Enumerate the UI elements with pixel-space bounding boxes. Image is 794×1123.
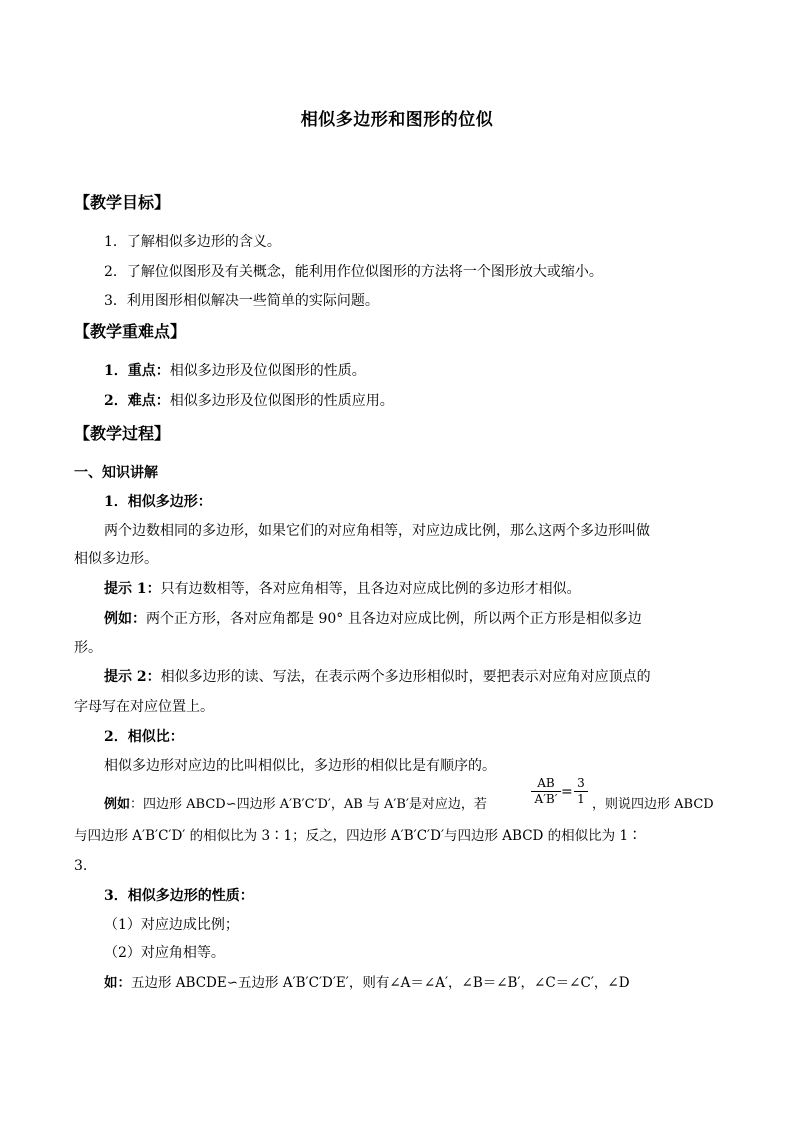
fraction-ab	[531, 776, 561, 807]
section-heading-keypoints: 【教学重难点】	[74, 322, 187, 341]
tip-2	[104, 667, 651, 687]
fraction-ratio-denominator: 1	[577, 792, 585, 806]
example-2-label: 例如	[104, 797, 131, 812]
example-2-line-3: 3.	[74, 858, 88, 874]
keypoint-label: 1．重点：	[104, 363, 170, 379]
example-2-line-2: 与四边形 A′B′C′D′ 的相似比为 3∶1；反之，四边形 A′B′C′D′与四边形 ABCD 的相似比为 1∶	[74, 828, 642, 844]
tip-2-label: 提示 2：	[104, 669, 161, 685]
example-2-line-1b: ，则说四边形 ABCD	[592, 797, 714, 812]
section-heading-goals: 【教学目标】	[74, 193, 171, 212]
fraction-numerator: AB	[531, 776, 561, 792]
keypoint-item	[104, 361, 366, 381]
example-3-label: 如：	[104, 975, 131, 991]
subheading-similarity-ratio: 2．相似比：	[104, 729, 184, 745]
equals-sign: =	[561, 784, 573, 800]
section-heading-process: 【教学过程】	[74, 424, 171, 443]
definition-line-1: 两个边数相同的多边形，如果它们的对应角相等，对应边成比例，那么这两个多边形叫做	[104, 523, 650, 539]
example-2-line-1a	[104, 795, 487, 815]
property-2: （2）对应角相等。	[104, 945, 225, 961]
fraction-denominator: A′B′	[534, 792, 558, 806]
goal-item-3: 3．利用图形相似解决一些简单的实际问题。	[104, 293, 379, 309]
example-1	[104, 609, 642, 629]
example-3	[104, 973, 630, 993]
example-3-text: 五边形 ABCDE∽五边形 A′B′C′D′E′，则有∠A＝∠A′，∠B＝∠B′，∠C＝∠C′，∠D	[131, 975, 630, 991]
example-1-text: 两个正方形，各对应角都是 90° 且各边对应成比例，所以两个正方形是相似多边	[146, 611, 642, 627]
property-1: （1）对应边成比例；	[104, 917, 239, 933]
keypoint-text: 相似多边形及位似图形的性质。	[169, 363, 366, 379]
tip-2-text: 相似多边形的读、写法，在表示两个多边形相似时，要把表示对应角对应顶点的	[160, 669, 651, 685]
subheading-similar-polygons: 1．相似多边形：	[104, 494, 212, 510]
tip-2-line-2: 字母写在对应位置上。	[74, 699, 214, 715]
subheading-properties: 3．相似多边形的性质：	[104, 888, 254, 904]
document-title: 相似多边形和图形的位似	[300, 110, 494, 130]
tip-1-label: 提示 1：	[104, 581, 161, 597]
difficulty-item	[104, 391, 394, 411]
example-1-label: 例如：	[104, 611, 146, 627]
part-heading-1: 一、知识讲解	[74, 465, 158, 481]
fraction-ratio	[574, 776, 588, 807]
example-2-text: ：四边形 ABCD∽四边形 A′B′C′D′，AB 与 A′B′是对应边，若	[130, 797, 487, 812]
ratio-definition: 相似多边形对应边的比叫相似比，多边形的相似比是有顺序的。	[104, 758, 496, 774]
difficulty-text: 相似多边形及位似图形的性质应用。	[169, 393, 394, 409]
fraction-ratio-numerator: 3	[574, 776, 588, 792]
tip-1	[104, 579, 581, 599]
example-1-line-2: 形。	[74, 640, 102, 656]
goal-item-1: 1．了解相似多边形的含义。	[104, 234, 281, 250]
definition-line-2: 相似多边形。	[74, 551, 158, 567]
difficulty-label: 2．难点：	[104, 393, 170, 409]
tip-1-text: 只有边数相等，各对应角相等，且各边对应成比例的多边形才相似。	[160, 581, 581, 597]
goal-item-2: 2．了解位似图形及有关概念，能利用作位似图形的方法将一个图形放大或缩小。	[104, 264, 603, 280]
